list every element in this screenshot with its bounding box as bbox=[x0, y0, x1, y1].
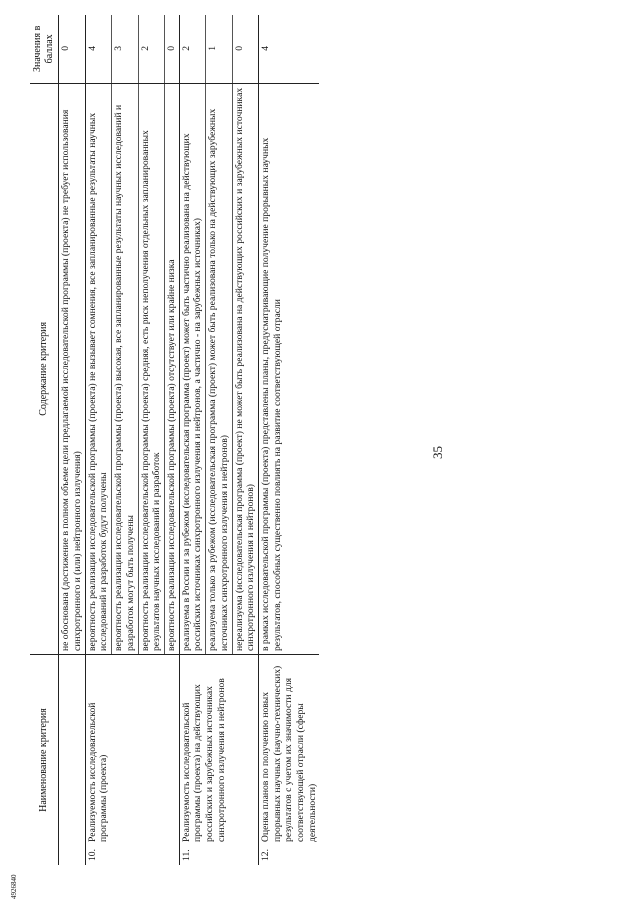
header-score-values: Значения в баллах bbox=[30, 15, 59, 83]
header-criterion-content: Содержание критерия bbox=[30, 83, 59, 654]
criteria-table bbox=[30, 15, 319, 865]
criterion-score: 4 bbox=[85, 15, 111, 83]
criterion-content: вероятность реализации исследовательской программы (проекта) не вызывает сомнения, все запланированные результаты научных исследований и разработок будут получены bbox=[85, 83, 111, 654]
criterion-content: реализуема в России и за рубежом (исследовательская программа (проект) может быть частично реализована на действующих российских источниках синхротронного излучения и нейтронов, а частично - на зарубежных источниках) bbox=[179, 83, 205, 654]
header-criterion-name: Наименование критерия bbox=[30, 655, 59, 865]
criterion-name: Реализуемость исследовательской программы (проекта) на действующих российских и зарубежных источниках синхротронного излучения и нейтронов bbox=[179, 655, 258, 845]
criterion-number bbox=[59, 845, 85, 865]
criterion-content: нереализуема (исследовательская программа (проект) не может быть реализована на действующих российских и зарубежных источниках синхротронного излучения и нейтронов) bbox=[232, 83, 258, 654]
criterion-content: реализуема только за рубежом (исследовательская программа (проект) может быть реализована только на действующих зарубежных источниках синхротронного излучения и нейтронов) bbox=[206, 83, 232, 654]
table-row bbox=[85, 15, 111, 865]
criterion-number: 11. bbox=[179, 845, 258, 865]
criterion-content: не обоснована (достижение в полном объеме цели предлагаемой исследовательской программы (проекта) не требует использования синхротронного и (или) нейтронного излучения) bbox=[59, 83, 85, 654]
criterion-score: 0 bbox=[165, 15, 180, 83]
page-number: 35 bbox=[430, 446, 445, 459]
criterion-number: 12. bbox=[258, 845, 319, 865]
criterion-name bbox=[59, 655, 85, 845]
table-row bbox=[59, 15, 85, 865]
criterion-score: 3 bbox=[112, 15, 138, 83]
criterion-score: 0 bbox=[60, 45, 72, 51]
criterion-name: Оценка планов по получению новых прорывных научных (научно-технических) результатов с учетом их значимости для соответствующей отрасли (сферы деятельности) bbox=[258, 655, 319, 845]
criterion-score: 2 bbox=[138, 15, 164, 83]
criterion-score: 1 bbox=[206, 15, 232, 83]
criterion-content: вероятность реализации исследовательской программы (проекта) отсутствует или крайне низка bbox=[165, 83, 180, 654]
criterion-score: 2 bbox=[179, 15, 205, 83]
table-header-row bbox=[30, 15, 59, 865]
document-id: 4926840 bbox=[10, 874, 18, 899]
table-row bbox=[258, 15, 319, 865]
criterion-content: в рамках исследовательской программы (проекта) представлены планы, предусматривающие получение прорывных научных результатов, способных существенно повлиять на развитие соответствующей отрасли bbox=[258, 83, 319, 654]
table-row bbox=[179, 15, 205, 865]
criterion-content: вероятность реализации исследовательской программы (проекта) высокая, все запланированные результаты научных исследований и разработок могут быть получены bbox=[112, 83, 138, 654]
criterion-name: Реализуемость исследовательской программы (проекта) bbox=[85, 655, 179, 845]
criterion-score: 0 bbox=[232, 15, 258, 83]
criterion-content: вероятность реализации исследовательской программы (проекта) средняя, есть риск неполучения отдельных запланированных результатов научных исследований и разработок bbox=[138, 83, 164, 654]
criterion-score: 4 bbox=[258, 15, 319, 83]
table-body bbox=[59, 15, 320, 865]
criterion-number: 10. bbox=[85, 845, 179, 865]
